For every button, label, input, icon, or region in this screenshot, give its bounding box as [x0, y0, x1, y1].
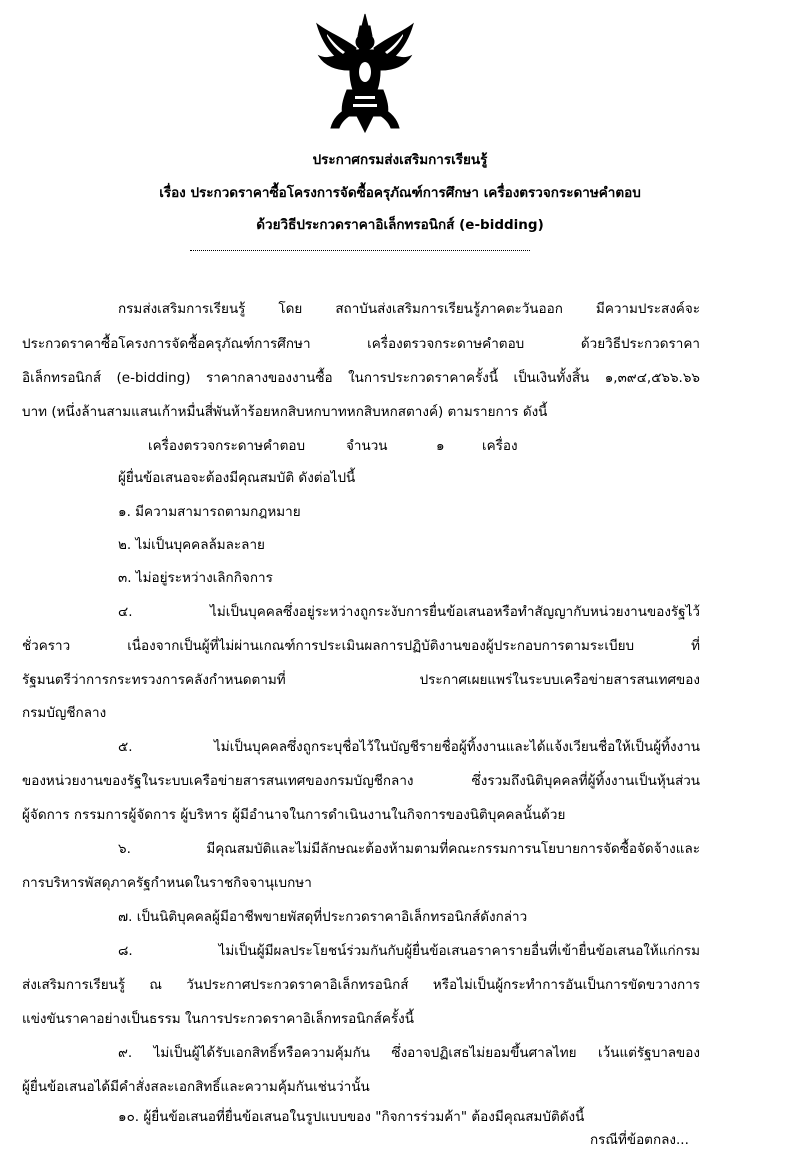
qualification-item: ๘. ไม่เป็นผู้มีผลประโยชน์ร่วมกันกับผู้ยื่นข้อเสนอราคารายอื่นที่เข้ายื่นข้อเสนอให้แก่กรม [118, 943, 700, 959]
qualification-item: ๔. ไม่เป็นบุคคลซึ่งอยู่ระหว่างถูกระงับการยื่นข้อเสนอหรือทำสัญญากับหน่วยงานของรัฐไว้ [118, 604, 700, 620]
qualification-item: ๓. ไม่อยู่ระหว่างเลิกกิจการ [118, 570, 273, 586]
qualification-line: ผู้ยื่นข้อเสนอได้มีคำสั่งสละเอกสิทธิ์และความคุ้มกันเช่นว่านั้น [22, 1079, 370, 1095]
dotted-separator [190, 250, 530, 251]
qualification-item: ๕. ไม่เป็นบุคคลซึ่งถูกระบุชื่อไว้ในบัญชีรายชื่อผู้ทิ้งงานและได้แจ้งเวียนชื่อให้เป็นผู้ทิ้งงาน [118, 739, 700, 755]
announcement-subject: เรื่อง ประกวดราคาซื้อโครงการจัดซื้อครุภัณฑ์การศึกษา เครื่องตรวจกระดาษคำตอบ [159, 185, 641, 201]
qualification-item: ๖. มีคุณสมบัติและไม่มีลักษณะต้องห้ามตามที่คณะกรรมการนโยบายการจัดซื้อจัดจ้างและ [118, 841, 700, 857]
qualification-line: การบริหารพัสดุภาครัฐกำหนดในราชกิจจานุเบกษา [22, 875, 312, 891]
garuda-emblem [313, 12, 417, 134]
qualification-item: ๙. ไม่เป็นผู้ได้รับเอกสิทธิ์หรือความคุ้มกัน ซึ่งอาจปฏิเสธไม่ยอมขึ้นศาลไทย เว้นแต่รัฐบาลของ [118, 1045, 700, 1061]
qualification-line: ผู้จัดการ กรรมการผู้จัดการ ผู้บริหาร ผู้มีอำนาจในการดำเนินงานในกิจการของนิติบุคคลนั้นด้วย [22, 807, 566, 823]
qualification-line: ส่งเสริมการเรียนรู้ ณ วันประกาศประกวดราคาอิเล็กทรอนิกส์ หรือไม่เป็นผู้กระทำการอันเป็นการขัดขวางการ [22, 977, 700, 993]
item-name: เครื่องตรวจกระดาษคำตอบ [148, 438, 306, 454]
intro-line: อิเล็กทรอนิกส์ (e-bidding) ราคากลางของงานซื้อ ในการประกวดราคาครั้งนี้ เป็นเงินทั้งสิ้น ๑,๓๙๔,๕๖๖.๖๖ [22, 370, 700, 386]
qualification-line: รัฐมนตรีว่าการกระทรวงการคลังกำหนดตามที่ ประกาศเผยแพร่ในระบบเครือข่ายสารสนเทศของ [22, 672, 700, 688]
qualification-item: ๒. ไม่เป็นบุคคลล้มละลาย [118, 537, 265, 553]
item-qty-label: จำนวน [346, 438, 388, 454]
qualification-line: แข่งขันราคาอย่างเป็นธรรม ในการประกวดราคาอิเล็กทรอนิกส์ครั้งนี้ [22, 1011, 414, 1027]
qualification-item: ๗. เป็นนิติบุคคลผู้มีอาชีพขายพัสดุที่ประกวดราคาอิเล็กทรอนิกส์ดังกล่าว [118, 909, 528, 925]
qualification-item: ๑. มีความสามารถตามกฎหมาย [118, 504, 301, 520]
announcement-method: ด้วยวิธีประกวดราคาอิเล็กทรอนิกส์ (e-bidding) [256, 217, 544, 233]
announcement-title: ประกาศกรมส่งเสริมการเรียนรู้ [312, 152, 488, 168]
qualification-line: กรมบัญชีกลาง [22, 705, 107, 721]
qualification-item: ๑๐. ผู้ยื่นข้อเสนอที่ยื่นข้อเสนอในรูปแบบของ "กิจการร่วมค้า" ต้องมีคุณสมบัติดังนี้ [118, 1109, 585, 1125]
qualification-line: ของหน่วยงานของรัฐในระบบเครือข่ายสารสนเทศของกรมบัญชีกลาง ซึ่งรวมถึงนิติบุคคลที่ผู้ทิ้งงานเป็นหุ้นส่วน [22, 773, 700, 789]
qualifications-title: ผู้ยื่นข้อเสนอจะต้องมีคุณสมบัติ ดังต่อไปนี้ [118, 470, 356, 486]
intro-line: ประกวดราคาซื้อโครงการจัดซื้อครุภัณฑ์การศึกษา เครื่องตรวจกระดาษคำตอบ ด้วยวิธีประกวดราคา [22, 336, 700, 352]
item-unit: เครื่อง [482, 438, 518, 454]
intro-line: บาท (หนึ่งล้านสามแสนเก้าหมื่นสี่พันห้าร้อยหกสิบหกบาทหกสิบหกสตางค์) ตามรายการ ดังนี้ [22, 404, 548, 420]
intro-line: กรมส่งเสริมการเรียนรู้ โดย สถาบันส่งเสริมการเรียนรู้ภาคตะวันออก มีความประสงค์จะ [118, 301, 700, 317]
item-qty: ๑ [436, 438, 445, 454]
continuation-note: กรณีที่ข้อตกลง... [590, 1132, 689, 1148]
qualification-line: ชั่วคราว เนื่องจากเป็นผู้ที่ไม่ผ่านเกณฑ์การประเมินผลการปฏิบัติงานของผู้ประกอบการตามระเบียบ ที่ [22, 638, 700, 654]
